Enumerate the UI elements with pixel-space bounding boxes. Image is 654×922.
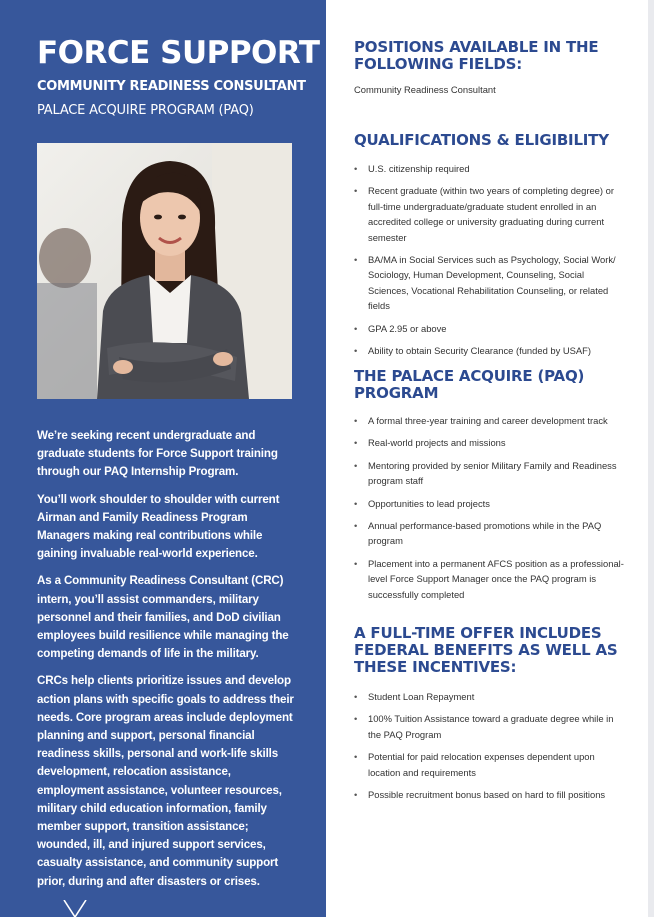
consultant-photo	[37, 143, 292, 399]
intro-paragraph-1: We’re seeking recent undergraduate and graduate students for Force Support training through our PAQ Internship Program.	[37, 429, 278, 479]
program-list	[354, 413, 626, 609]
positions-text: Community Readiness Consultant	[354, 84, 496, 95]
program-heading: THE PALACE ACQUIRE (PAQ) PROGRAM	[354, 367, 585, 402]
intro-text	[37, 427, 297, 900]
list-item: • Potential for paid relocation expenses dependent upon location and requirements	[354, 749, 626, 780]
page-title: FORCE SUPPORT	[37, 35, 320, 71]
offer-heading: A FULL-TIME OFFER INCLUDES FEDERAL BENEFITS AS WELL AS THESE INCENTIVES:	[354, 624, 618, 676]
intro-paragraph-4: CRCs help clients prioritize issues and develop action plans with specific goals to address their needs. Core program areas include deployment planning and support, personal financial readiness skills, personal and work-life skills development, relocation assistance, employment assistance, volunteer resources, military child education information, family member support, transition assistance; wounded, ill, and injured support services, casualty assistance, and community support prior, during and after disasters or crises.	[37, 674, 294, 888]
list-item: • Placement into a permanent AFCS position as a professional-level Force Support Manager once the PAQ program is successfully completed	[354, 556, 626, 602]
list-item: • A formal three-year training and career development track	[354, 413, 626, 428]
intro-paragraph-3: As a Community Readiness Consultant (CRC) intern, you’ll assist commanders, military personnel and their families, and DoD civilian employees build resilience while managing the competing demands of life in the military.	[37, 574, 289, 661]
list-item: • U.S. citizenship required	[354, 161, 626, 176]
intro-paragraph-2: You’ll work shoulder to shoulder with current Airman and Family Readiness Program Managers making real contributions while gaining invaluable real-world experience.	[37, 492, 280, 561]
position-subtitle: COMMUNITY READINESS CONSULTANT	[37, 79, 306, 94]
list-item: • Possible recruitment bonus based on hard to fill positions	[354, 787, 626, 802]
list-item: • Opportunities to lead projects	[354, 496, 626, 511]
list-item: • Annual performance-based promotions while in the PAQ program	[354, 518, 626, 549]
offer-list	[354, 689, 626, 809]
page-edge	[648, 0, 654, 917]
list-item: • Student Loan Repayment	[354, 689, 626, 704]
list-item: • Real-world projects and missions	[354, 435, 626, 450]
wing-mark-icon	[60, 900, 90, 917]
list-item: • Recent graduate (within two years of completing degree) or full-time undergraduate/graduate student enrolled in an accredited college or university graduating during current semester	[354, 183, 626, 245]
positions-heading: POSITIONS AVAILABLE IN THE FOLLOWING FIELDS:	[354, 38, 599, 73]
photo-illustration	[37, 143, 292, 399]
list-item: • GPA 2.95 or above	[354, 321, 626, 336]
qualifications-list	[354, 161, 626, 365]
list-item: • Ability to obtain Security Clearance (funded by USAF)	[354, 343, 626, 358]
list-item: • Mentoring provided by senior Military Family and Readiness program staff	[354, 458, 626, 489]
list-item: • 100% Tuition Assistance toward a graduate degree while in the PAQ Program	[354, 711, 626, 742]
qualifications-heading: QUALIFICATIONS & ELIGIBILITY	[354, 131, 609, 149]
list-item: • BA/MA in Social Services such as Psychology, Social Work/ Sociology, Human Development, Counseling, Social Sciences, Vocational Rehabilitation Counseling, or related fields	[354, 252, 626, 314]
program-subtitle: PALACE ACQUIRE PROGRAM (PAQ)	[37, 103, 254, 118]
